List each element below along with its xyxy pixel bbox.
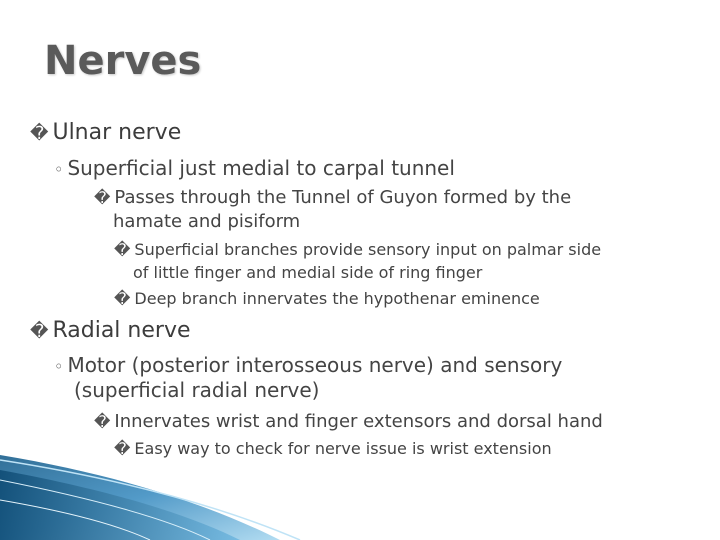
radial-sub-line2: (superficial radial nerve) (74, 378, 320, 402)
bullet-icon: � (114, 439, 131, 458)
bullet-icon: � (114, 240, 131, 259)
radial-heading-row (30, 318, 191, 343)
ulnar-detail-line2: hamate and pisiform (113, 211, 301, 232)
ulnar-detail-line1: Passes through the Tunnel of Guyon formed by the (114, 187, 572, 208)
sub-bullet-icon: ◦ (54, 160, 64, 179)
ulnar-branch1-line2: of little finger and medial side of ring finger (133, 263, 483, 282)
ulnar-sub-row (54, 156, 455, 180)
radial-branch: Easy way to check for nerve issue is wrist extension (134, 439, 552, 458)
ulnar-detail-cont (113, 211, 300, 232)
ulnar-branch1-row (114, 240, 601, 259)
ulnar-sub: Superficial just medial to carpal tunnel (67, 156, 455, 180)
ulnar-branch2-row (114, 289, 540, 308)
ulnar-branch1-line1: Superficial branches provide sensory input on palmar side (134, 240, 602, 259)
ulnar-branch1-cont (133, 263, 482, 282)
bullet-icon: � (30, 321, 49, 342)
radial-detail-row (94, 411, 603, 432)
sub-bullet-icon: ◦ (54, 357, 64, 376)
ulnar-branch2: Deep branch innervates the hypothenar eminence (134, 289, 540, 308)
radial-sub-row (54, 353, 562, 377)
bullet-icon: � (114, 289, 131, 308)
radial-detail: Innervates wrist and finger extensors and dorsal hand (114, 411, 603, 432)
ulnar-heading: Ulnar nerve (52, 120, 182, 145)
ulnar-detail-row (94, 187, 571, 208)
bullet-icon: � (30, 123, 49, 144)
radial-sub-cont (74, 378, 320, 402)
bullet-icon: � (94, 188, 111, 207)
radial-branch-row (114, 439, 552, 458)
bullet-icon: � (94, 412, 111, 431)
radial-heading: Radial nerve (52, 318, 191, 343)
radial-sub-line1: Motor (posterior interosseous nerve) and sensory (67, 353, 563, 377)
ulnar-heading-row (30, 120, 181, 145)
slide-title: Nerves (44, 38, 202, 84)
